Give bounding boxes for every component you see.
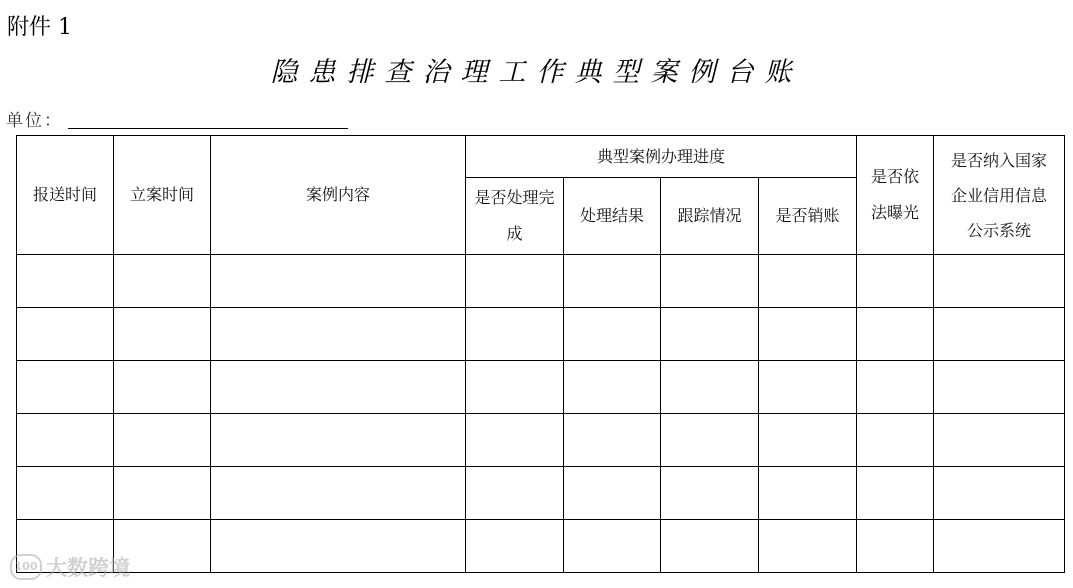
- cell[interactable]: [466, 467, 564, 520]
- cell[interactable]: [934, 308, 1065, 361]
- cell[interactable]: [211, 520, 466, 573]
- cell[interactable]: [934, 520, 1065, 573]
- cell[interactable]: [17, 414, 114, 467]
- header-closed: 是否销账: [759, 178, 857, 255]
- header-tracking: 跟踪情况: [661, 178, 759, 255]
- header-credit-system: [934, 136, 1065, 255]
- cell[interactable]: [759, 520, 857, 573]
- table-row: [17, 308, 1065, 361]
- cell[interactable]: [564, 414, 661, 467]
- cell[interactable]: [661, 255, 759, 308]
- cell[interactable]: [759, 255, 857, 308]
- cell[interactable]: [466, 520, 564, 573]
- header-result: 处理结果: [564, 178, 661, 255]
- header-filing-time: 立案时间: [114, 136, 211, 255]
- attachment-label: 附件 1: [7, 15, 72, 40]
- table-row: [17, 361, 1065, 414]
- header-report-time: 报送时间: [17, 136, 114, 255]
- cell[interactable]: [114, 255, 211, 308]
- case-ledger-table: [16, 135, 1065, 573]
- cell[interactable]: [934, 414, 1065, 467]
- cell[interactable]: [211, 414, 466, 467]
- header-exposed: [857, 136, 934, 255]
- header-completed: [466, 178, 564, 255]
- table-row: [17, 414, 1065, 467]
- cell[interactable]: [17, 467, 114, 520]
- watermark-text: 大数跨境: [46, 556, 130, 580]
- cell[interactable]: [17, 255, 114, 308]
- cell[interactable]: [211, 361, 466, 414]
- cell[interactable]: [661, 467, 759, 520]
- cell[interactable]: [114, 414, 211, 467]
- cell[interactable]: [857, 308, 934, 361]
- header-completed-text: 是否处理完成: [474, 188, 555, 243]
- cell[interactable]: [466, 361, 564, 414]
- cell[interactable]: [564, 308, 661, 361]
- table-row: [17, 255, 1065, 308]
- cell[interactable]: [114, 361, 211, 414]
- cell[interactable]: [17, 308, 114, 361]
- cell[interactable]: [759, 414, 857, 467]
- cell[interactable]: [564, 255, 661, 308]
- header-credit-system-text: 是否纳入国家企业信用信息公示系统: [951, 150, 1048, 240]
- logo-icon: 100: [10, 554, 42, 580]
- cell[interactable]: [934, 255, 1065, 308]
- cell[interactable]: [759, 467, 857, 520]
- cell[interactable]: [114, 467, 211, 520]
- cell[interactable]: [934, 467, 1065, 520]
- cell[interactable]: [211, 467, 466, 520]
- cell[interactable]: [857, 414, 934, 467]
- cell[interactable]: [114, 308, 211, 361]
- cell[interactable]: [661, 308, 759, 361]
- cell[interactable]: [466, 255, 564, 308]
- cell[interactable]: [661, 520, 759, 573]
- cell[interactable]: [564, 361, 661, 414]
- cell[interactable]: [564, 467, 661, 520]
- header-case-content: 案例内容: [211, 136, 466, 255]
- unit-underline: [68, 128, 348, 129]
- table-row: [17, 467, 1065, 520]
- cell[interactable]: [466, 414, 564, 467]
- cell[interactable]: [857, 361, 934, 414]
- cell[interactable]: [857, 467, 934, 520]
- cell[interactable]: [857, 520, 934, 573]
- header-exposed-text: 是否依法曝光: [871, 167, 920, 222]
- cell[interactable]: [211, 255, 466, 308]
- cell[interactable]: [759, 308, 857, 361]
- cell[interactable]: [759, 361, 857, 414]
- unit-row: [6, 106, 63, 131]
- cell[interactable]: [211, 308, 466, 361]
- cell[interactable]: [934, 361, 1065, 414]
- watermark: [10, 552, 130, 582]
- header-progress-group: 典型案例办理进度: [466, 136, 857, 178]
- document-title: 隐患排查治理工作典型案例台账: [270, 57, 803, 88]
- table-row: [17, 520, 1065, 573]
- cell[interactable]: [564, 520, 661, 573]
- cell[interactable]: [466, 308, 564, 361]
- cell[interactable]: [661, 361, 759, 414]
- unit-label: 单位：: [6, 111, 63, 131]
- cell[interactable]: [857, 255, 934, 308]
- cell[interactable]: [17, 361, 114, 414]
- cell[interactable]: [661, 414, 759, 467]
